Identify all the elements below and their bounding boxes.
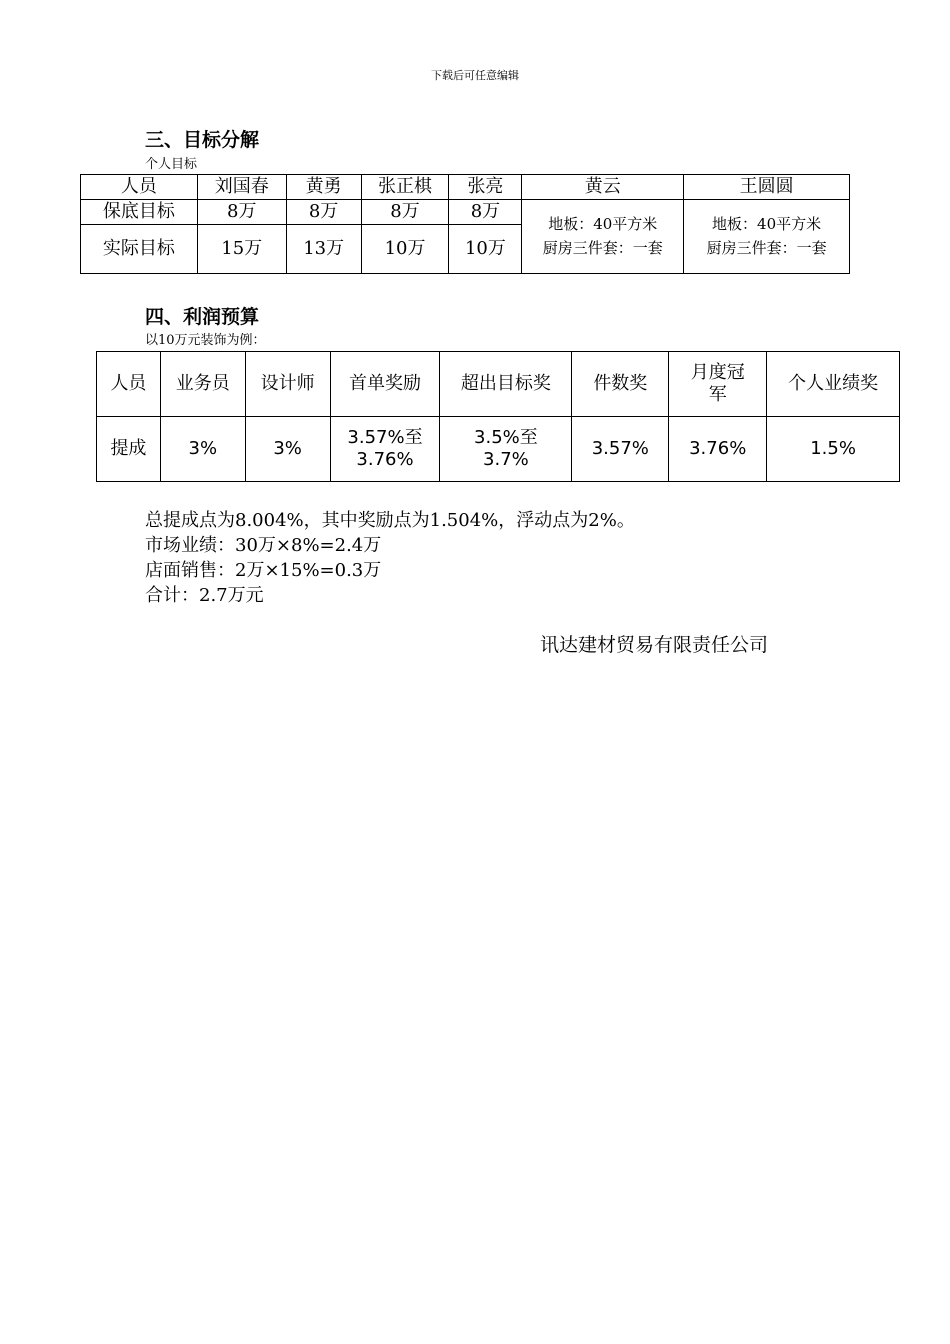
table-header-cell: 王圆圆 [684, 175, 850, 200]
summary-market-performance: 市场业绩：30万×8%=2.4万 [145, 535, 382, 556]
table-cell: 13万 [286, 225, 361, 274]
note-line: 地板：40平方米 [712, 215, 822, 234]
table-cell: 10万 [361, 225, 449, 274]
table-header-cell: 人员 [97, 352, 161, 417]
table-header-cell: 刘国春 [197, 175, 286, 200]
section-subtitle-example: 以10万元装饰为例： [145, 333, 266, 348]
table-cell: 3% [245, 417, 330, 482]
table-header-cell: 黄勇 [286, 175, 361, 200]
table-header-cell: 张亮 [449, 175, 522, 200]
table-cell: 8万 [286, 200, 361, 225]
table-row [81, 200, 850, 225]
header-note: 下载后可任意编辑 [431, 69, 519, 82]
table-header-cell: 黄云 [522, 175, 684, 200]
table-cell: 3.57% [572, 417, 669, 482]
table-header-cell: 件数奖 [572, 352, 669, 417]
table-cell: 8万 [449, 200, 522, 225]
table-row-label: 保底目标 [81, 200, 198, 225]
note-line: 厨房三件套：一套 [542, 238, 663, 257]
section-subtitle-personal-targets: 个人目标 [145, 157, 198, 172]
summary-total: 合计：2.7万元 [145, 585, 264, 606]
company-name: 讯达建材贸易有限责任公司 [540, 634, 769, 656]
table-cell: 3.76% [669, 417, 767, 482]
table-cell: 3.57%至3.76% [330, 417, 440, 482]
note-line: 厨房三件套：一套 [706, 238, 827, 257]
commission-table [96, 351, 900, 482]
section-title-targets: 三、目标分解 [145, 129, 260, 151]
table-row-label: 实际目标 [81, 225, 198, 274]
table-header-cell: 设计师 [245, 352, 330, 417]
table-cell: 3% [160, 417, 245, 482]
summary-store-sales: 店面销售：2万×15%=0.3万 [145, 560, 382, 581]
table-header-cell: 个人业绩奖 [767, 352, 900, 417]
summary-total-commission: 总提成点为8.004%，其中奖励点为1.504%，浮动点为2%。 [145, 510, 635, 531]
table-cell: 8万 [197, 200, 286, 225]
table-cell: 3.5%至3.7% [440, 417, 572, 482]
merged-note-cell [522, 200, 684, 274]
personal-target-table [80, 174, 850, 274]
table-cell: 10万 [449, 225, 522, 274]
table-header-row [97, 352, 900, 417]
table-row [97, 417, 900, 482]
table-row-label: 提成 [97, 417, 161, 482]
table-header-cell: 业务员 [160, 352, 245, 417]
table-cell: 1.5% [767, 417, 900, 482]
table-header-cell: 月度冠军 [669, 352, 767, 417]
table-header-row [81, 175, 850, 200]
note-line: 地板：40平方米 [548, 215, 658, 234]
table-header-cell: 张正棋 [361, 175, 449, 200]
table-header-cell: 人员 [81, 175, 198, 200]
table-cell: 8万 [361, 200, 449, 225]
merged-note-cell [684, 200, 850, 274]
table-header-cell: 首单奖励 [330, 352, 440, 417]
section-title-profit-budget: 四、利润预算 [145, 306, 260, 328]
table-header-cell: 超出目标奖 [440, 352, 572, 417]
table-cell: 15万 [197, 225, 286, 274]
